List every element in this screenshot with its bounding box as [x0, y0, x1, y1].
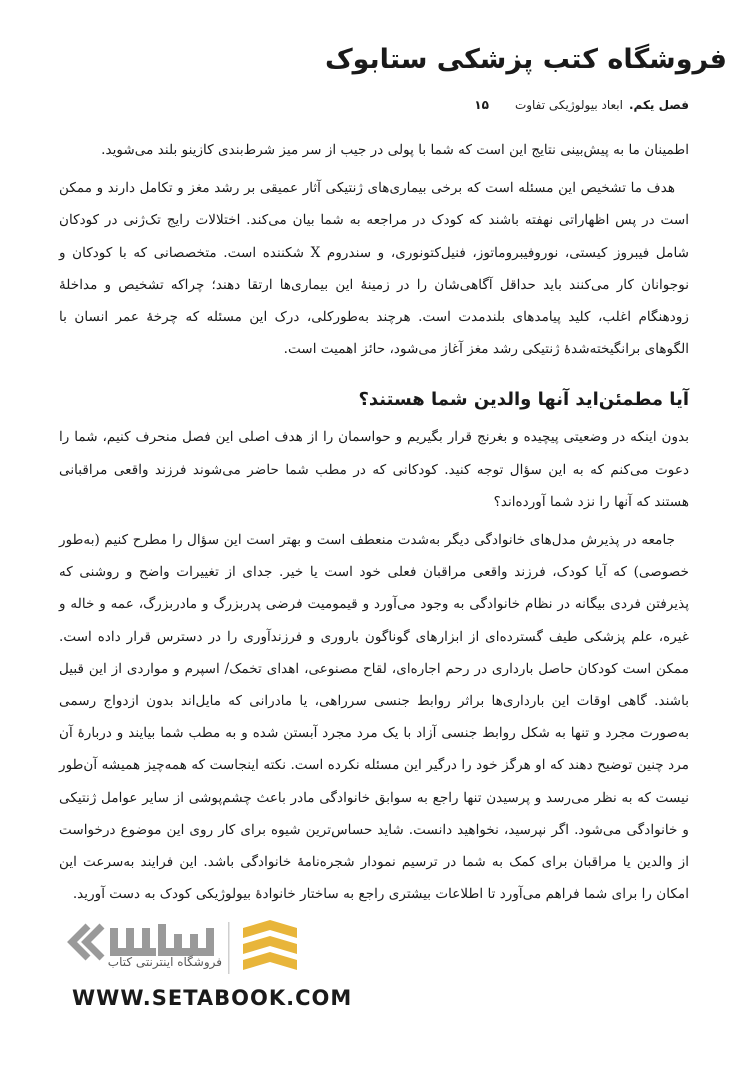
book-emblem-icon	[243, 920, 297, 938]
page-number: ۱۵	[474, 98, 489, 112]
chevron-icon	[86, 926, 102, 958]
paragraph: اطمینان ما به پیش‌بینی نتایج این است که شما با پولی در جیب از سر میز شرط‌بندی کازینو بلند می‌شوید.	[101, 142, 689, 158]
setabook-logo	[58, 914, 328, 984]
logo-subtitle: فروشگاه اینترنتی کتاب	[107, 955, 222, 969]
logo-url: WWW.SETABOOK.COM	[72, 986, 353, 1010]
paragraph: بدون اینکه در وضعیتی پیچیده و بغرنج قرار بگیریم و حواسمان را از هدف اصلی این فصل منحرف کنیم، شما را دعوت می‌کنم که به این سؤال توجه کنید. کودکانی که در مطب شما حاضر می‌شوند فرزند واقعی مراقبانی هستند که آنها را نزد شما آورده‌اند؟	[59, 429, 689, 510]
paragraph: هدف ما تشخیص این مسئله است که برخی بیماری‌های ژنتیکی آثار عمیقی بر رشد مغز و تکامل دارند و ممکن است در پس اظهاراتی نهفته باشند که کودک در مراجعه به شما بیان می‌کند. اختلالات رایج تک‌ژنی در کودکان شامل فیبروز کیستی، نوروفیبروماتوز، فنیل‌کتونوری، و سندروم X شکننده است. متخصصانی که با کودکان و نوجوانان کار می‌کنند باید حداقل آگاهی‌شان را در زمینهٔ این بیماری‌ها ارتقا دهند؛ چراکه تشخیص و مداخلهٔ زودهنگام اغلب، کلید پیامدهای بلندمدت است. هرچند به‌طورکلی، درک این مسئله که چرخهٔ عمر انسان با الگوهای برانگیخته‌شدهٔ ژنتیکی رشد مغز آغاز می‌شود، حائز اهمیت است.	[59, 180, 689, 358]
body-text	[59, 134, 689, 910]
book-title: ابعاد بیولوژیکی تفاوت	[514, 98, 623, 112]
store-title: فروشگاه کتب پزشکی ستابوک	[324, 44, 727, 75]
section-heading: آیا مطمئن‌اید آنها والدین شما هستند؟	[358, 389, 689, 411]
running-head	[60, 98, 689, 112]
paragraph: جامعه در پذیرش مدل‌های خانوادگی دیگر به‌شدت منعطف است و بهتر است این سؤال را مطرح کنیم (به‌طور خصوصی) که آیا کودک، فرزند واقعی مراقبان فعلی خود است یا خیر. جدای از تغییرات واضح و روشنی که پذیرفتن فردی بیگانه در نظام خانوادگی به وجود می‌آورد و قیمومیت فرضی پدربزرگ و مادربزرگ، عمه و خاله و غیره، علم پزشکی طیف گسترده‌ای از ابزارهای گوناگون باروری و فرزندآوری را در دسترس قرار داده است. ممکن است کودکان حاصل بارداری در رحم اجاره‌ای، لقاح مصنوعی، اهدای تخمک/ اسپرم و مواردی از این قبیل باشند. گاهی اوقات این بارداری‌ها براثر روابط جنسی سرراهی، یا مادرانی که مایل‌اند بدون ازدواج رسمی به‌صورت مجرد و تنها به شکل روابط جنسی آزاد با یک مرد مجرد آبستن شده و به مطب شما بیایند و دربارهٔ آن مرد چنین توضیح دهند که او هرگز خود را درگیر این مسئله نکرده است. نکته اینجاست که همه‌چیز همیشه آن‌طور نیست که به نظر می‌رسد و پرسیدن تنها راجع به سوابق خانوادگی مادر باعث چشم‌پوشی از سایر عوامل ژنتیکی و خانوادگی می‌شود. اگر نپرسید، نخواهید دانست. شاید حساس‌ترین شیوه برای کار روی این موضوع درخواست از والدین یا مراقبان برای کمک به شما در ترسیم نمودار شجره‌نامهٔ خانوادگی باشد. این فرایند به‌سرعت این امکان را برای شما فراهم می‌آورد تا اطلاعات بیشتری راجع به ساختار خانوادهٔ بیولوژیکی کودک به دست آورید.	[59, 532, 689, 903]
chapter-label: فصل یکم.	[628, 98, 689, 112]
